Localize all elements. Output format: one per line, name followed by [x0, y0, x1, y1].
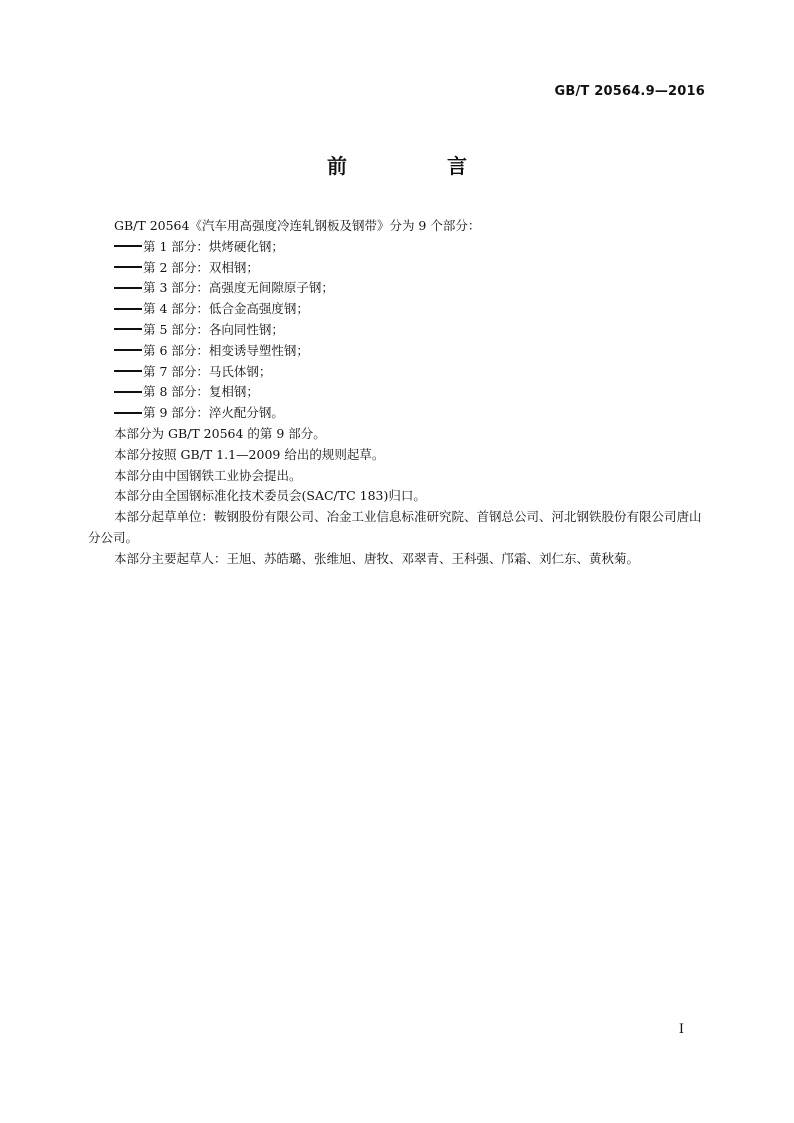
em-dash-marker	[114, 287, 142, 289]
page-number: I	[678, 1022, 684, 1037]
list-item-part-2: 第 2 部分：双相钢；	[88, 258, 706, 279]
list-item-part-3: 第 3 部分：高强度无间隙原子钢；	[88, 278, 706, 299]
paragraph-drafting-rules: 本部分按照 GB/T 1.1—2009 给出的规则起草。	[114, 446, 385, 462]
paragraph-main-drafters: 本部分主要起草人：王旭、苏皓璐、张维旭、唐牧、邓翠青、王科强、邝霜、刘仁东、黄秋菊。	[114, 550, 640, 566]
em-dash-marker	[114, 266, 142, 268]
em-dash-marker	[114, 328, 142, 330]
paragraph-part-number: 本部分为 GB/T 20564 的第 9 部分。	[114, 425, 326, 441]
paragraph-proposed-by: 本部分由中国钢铁工业协会提出。	[114, 467, 302, 483]
em-dash-marker	[114, 391, 142, 393]
page-title: 前 言	[327, 154, 507, 178]
paragraph-centralized-by: 本部分由全国钢标准化技术委员会(SAC/TC 183)归口。	[114, 488, 426, 504]
em-dash-marker	[114, 412, 142, 414]
list-item-part-7: 第 7 部分：马氏体钢；	[88, 362, 706, 383]
list-item-part-6: 第 6 部分：相变诱导塑性钢；	[88, 341, 706, 362]
list-item-part-9: 第 9 部分：淬火配分钢。	[88, 403, 706, 424]
list-item-part-1: 第 1 部分：烘烤硬化钢；	[88, 237, 706, 258]
list-item-part-5: 第 5 部分：各向同性钢；	[88, 320, 706, 341]
em-dash-marker	[114, 308, 142, 310]
intro-paragraph: GB/T 20564《汽车用高强度冷连轧钢板及钢带》分为 9 个部分：	[114, 218, 481, 233]
document-body	[88, 216, 706, 570]
em-dash-marker	[114, 245, 142, 247]
list-item-part-4: 第 4 部分：低合金高强度钢；	[88, 299, 706, 320]
em-dash-marker	[114, 349, 142, 351]
document-code: GB/T 20564.9—2016	[554, 84, 705, 99]
list-item-part-8: 第 8 部分：复相钢；	[88, 382, 706, 403]
em-dash-marker	[114, 370, 142, 372]
paragraph-drafting-units: 本部分起草单位：鞍钢股份有限公司、冶金工业信息标准研究院、首钢总公司、河北钢铁股份有限公司唐山分公司。	[88, 509, 702, 545]
